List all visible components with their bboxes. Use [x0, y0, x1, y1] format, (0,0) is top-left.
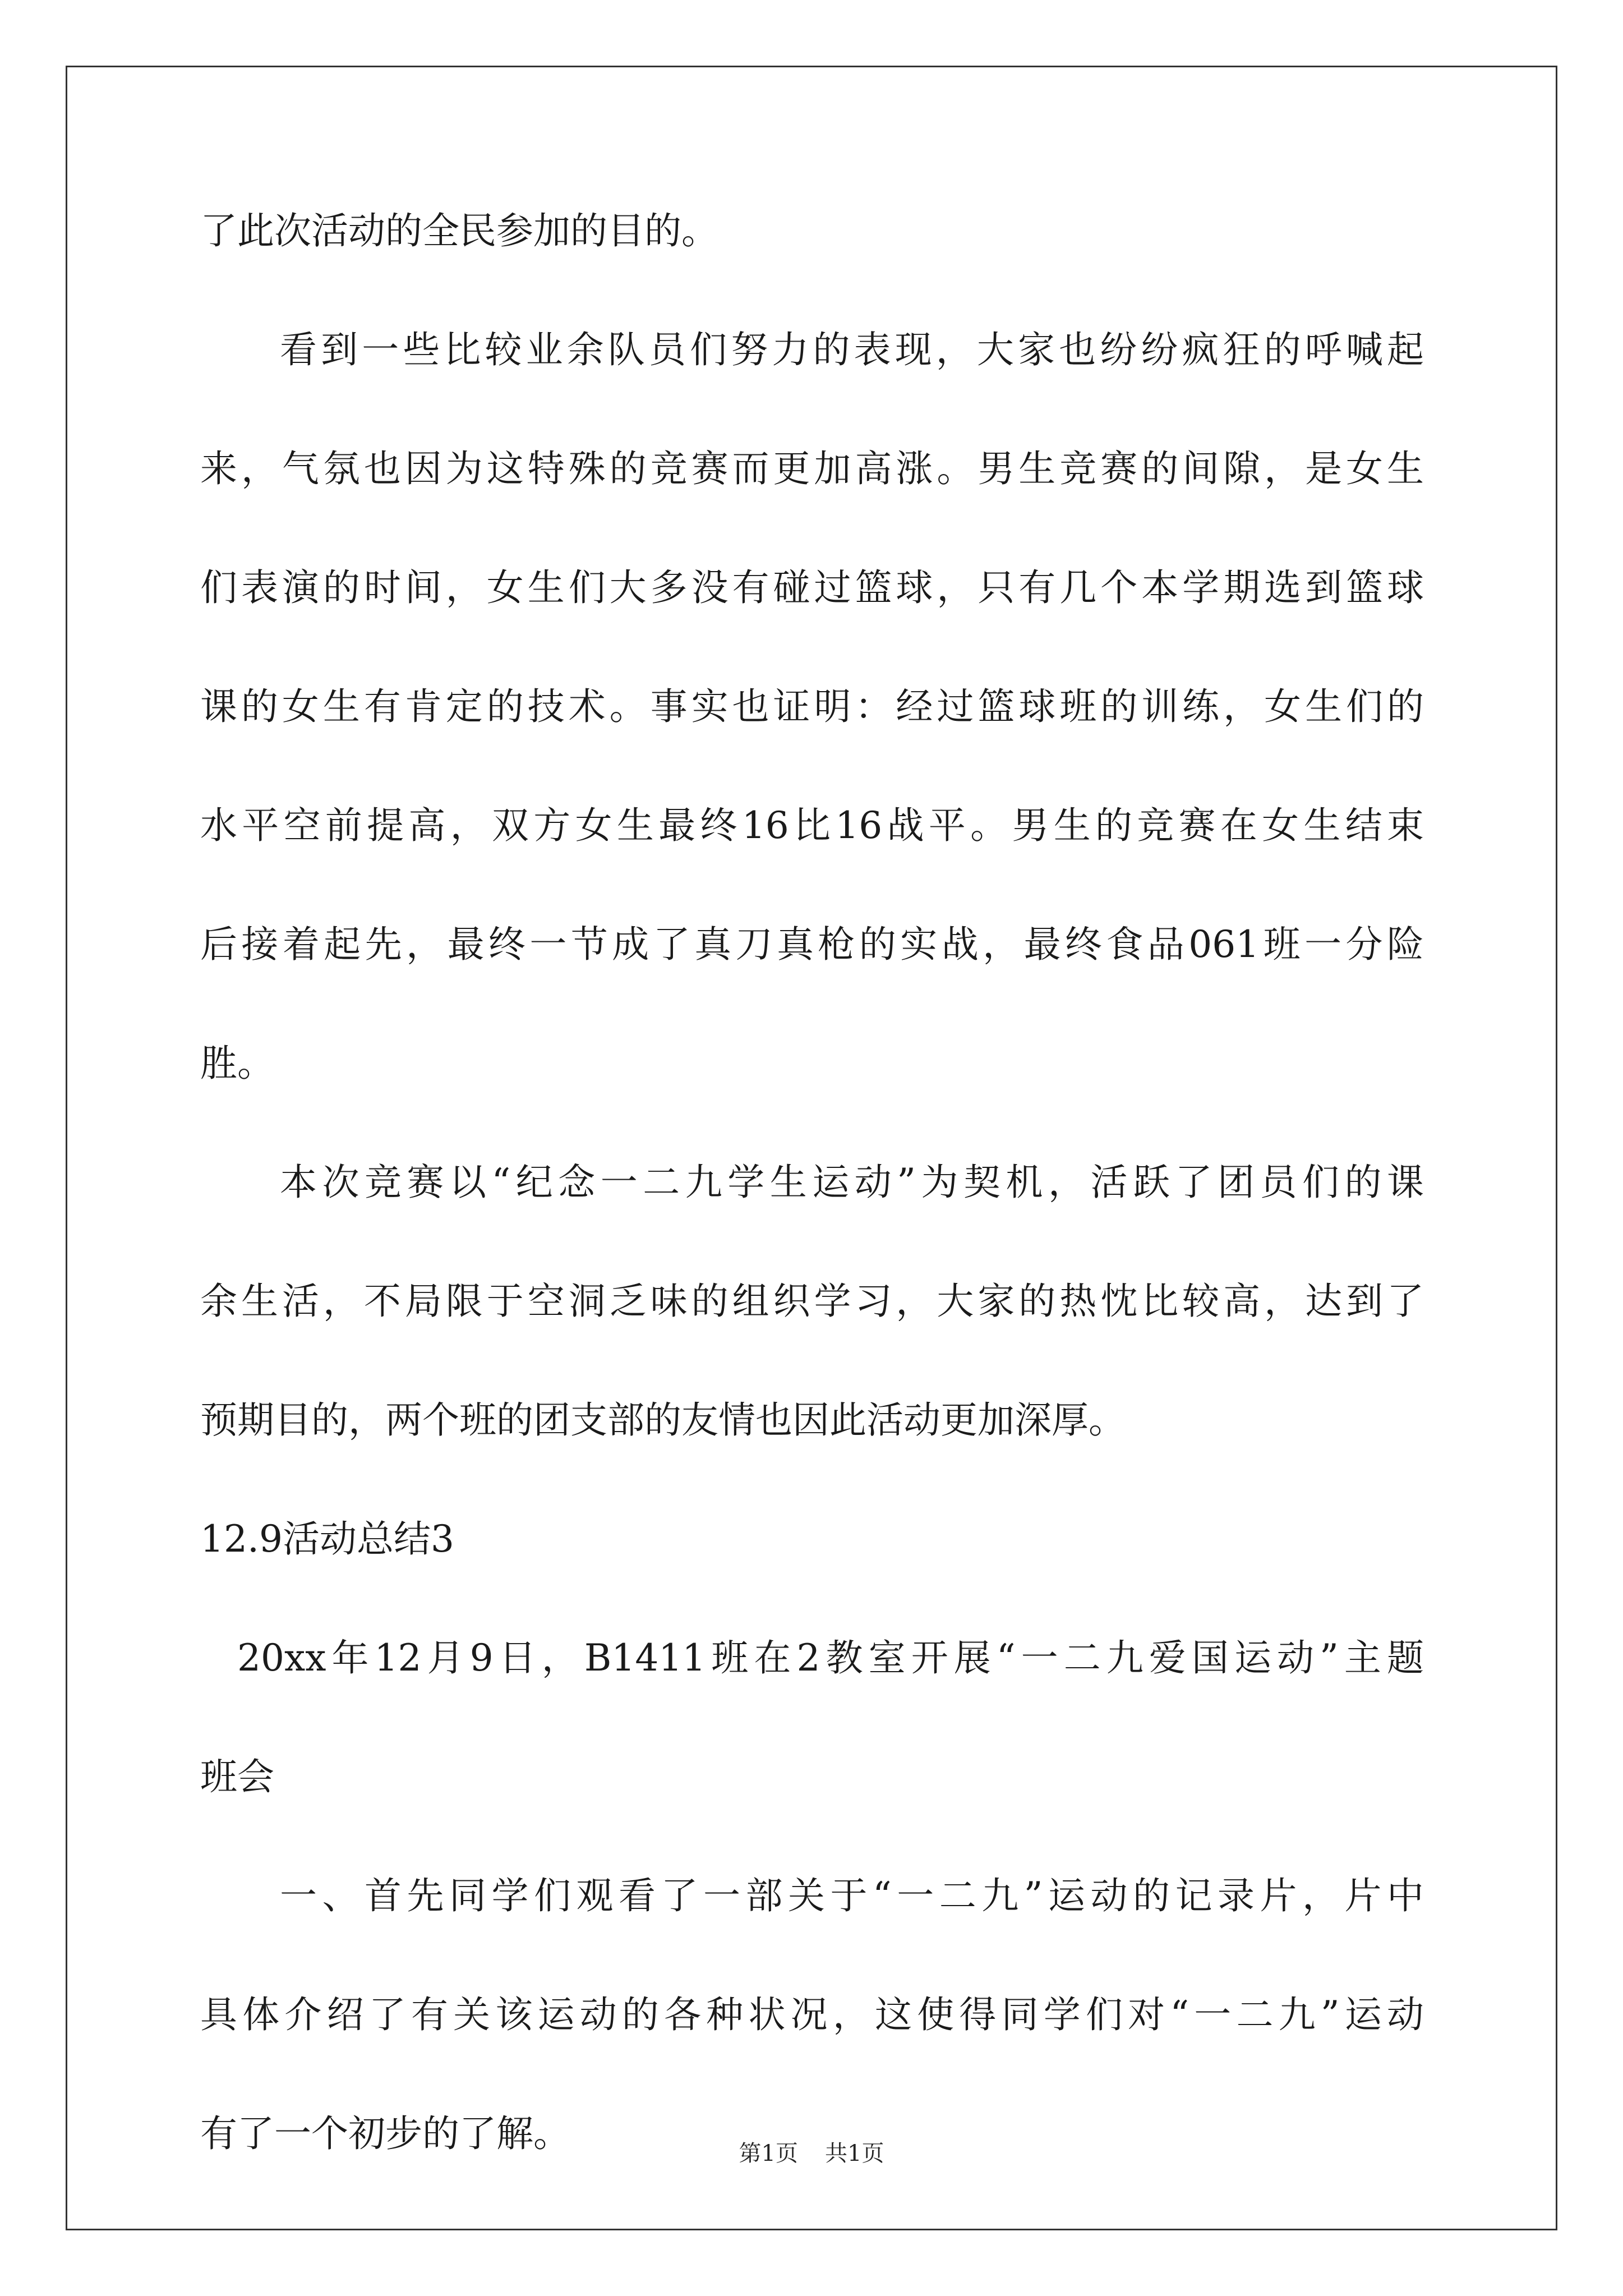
paragraph-line: 20xx年12月9日，B1411班在2教室开展“一二九爱国运动”主题 — [237, 1636, 1424, 1680]
paragraph-line: 余生活，不局限于空洞乏味的组织学习，大家的热忱比较高，达到了 — [200, 1280, 1424, 1323]
paragraph-line: 胜。 — [200, 1042, 274, 1085]
page-total: 共1页 — [825, 2141, 884, 2166]
paragraph-line: 具体介绍了有关该运动的各种状况，这使得同学们对“一二九”运动 — [200, 1993, 1424, 2036]
section-heading: 12.9活动总结3 — [200, 1517, 454, 1561]
page-footer — [0, 2138, 1623, 2169]
paragraph-line: 课的女生有肯定的技术。事实也证明：经过篮球班的训练，女生们的 — [200, 685, 1424, 728]
paragraph-line: 本次竞赛以“纪念一二九学生运动”为契机，活跃了团员们的课 — [280, 1161, 1424, 1204]
paragraph-line: 后接着起先，最终一节成了真刀真枪的实战，最终食品061班一分险 — [200, 923, 1424, 966]
paragraph-line: 来，气氛也因为这特殊的竞赛而更加高涨。男生竞赛的间隙，是女生 — [200, 447, 1424, 490]
paragraph-line: 看到一些比较业余队员们努力的表现，大家也纷纷疯狂的呼喊起 — [280, 328, 1424, 371]
paragraph-line: 水平空前提高，双方女生最终16比16战平。男生的竞赛在女生结束 — [200, 804, 1424, 847]
paragraph-line: 们表演的时间，女生们大多没有碰过篮球，只有几个本学期选到篮球 — [200, 566, 1424, 609]
paragraph-line: 了此次活动的全民参加的目的。 — [200, 209, 718, 252]
page-number: 第1页 — [739, 2141, 798, 2166]
paragraph-line: 有了一个初步的了解。 — [200, 2112, 570, 2155]
paragraph-line: 班会 — [200, 1755, 274, 1798]
paragraph-line: 一、首先同学们观看了一部关于“一二九”运动的记录片，片中 — [280, 1874, 1424, 1917]
paragraph-line: 预期目的，两个班的团支部的友情也因此活动更加深厚。 — [200, 1398, 1126, 1442]
